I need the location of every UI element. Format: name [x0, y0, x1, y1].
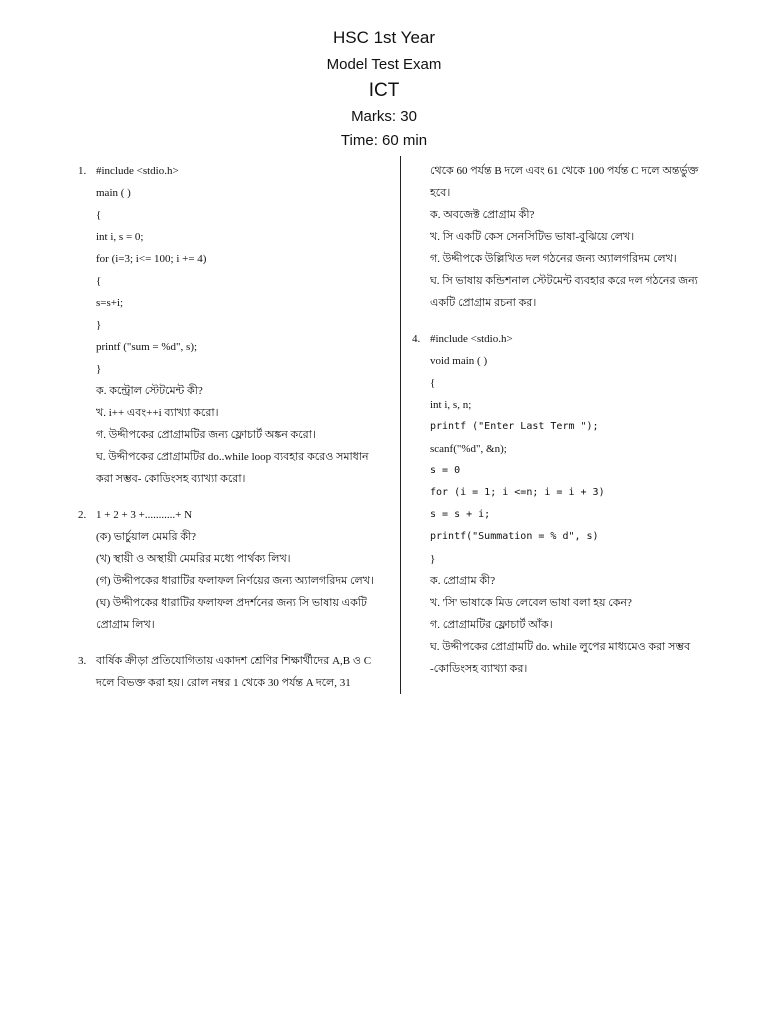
sub-question: ঘ. উদ্দীপকের প্রোগ্রামটি do. while লুপের মাধ্যমেও করা সম্ভব — [430, 641, 691, 653]
exam-time: Time: 60 min — [340, 132, 428, 149]
exam-marks: Marks: 30 — [351, 108, 417, 125]
sub-question: প্রোগ্রাম লিখ। — [96, 619, 155, 631]
sub-question: ঘ. উদ্দীপকের প্রোগ্রামটির do..while loop ব্যবহার করেও সমাধান — [96, 451, 369, 463]
question-text: থেকে 60 পর্যন্ত B দলে এবং 61 থেকে 100 পর্যন্ত C দলে অন্তর্ভুক্ত — [430, 165, 699, 177]
code-line: } — [430, 553, 436, 565]
question-number: 1. — [78, 165, 87, 177]
code-line: for (i=3; i<= 100; i += 4) — [96, 253, 207, 265]
code-line: s = s + i; — [430, 509, 491, 520]
question-4 — [412, 328, 732, 680]
code-line: int i, s, n; — [430, 399, 472, 411]
exam-title: HSC 1st Year — [332, 28, 436, 47]
question-number: 2. — [78, 509, 87, 521]
question-1 — [78, 160, 394, 490]
code-line: } — [96, 363, 102, 375]
exam-subject: ICT — [368, 80, 400, 101]
code-line: s = 0 — [430, 465, 461, 476]
column-divider — [400, 156, 401, 694]
code-line: scanf("%d", &n); — [430, 443, 507, 455]
exam-subtitle: Model Test Exam — [326, 56, 442, 73]
code-line: printf ("sum = %d", s); — [96, 341, 198, 353]
sub-question: (গ) উদ্দীপকের ধারাটির ফলাফল নির্ণয়ের জন্য অ্যালগরিদম লেখ। — [96, 575, 374, 587]
question-text: হবে। — [430, 187, 451, 199]
question-3 — [78, 650, 394, 694]
question-3-continued — [412, 160, 732, 314]
sub-question: গ. উদ্দীপকে উল্লিখিত দল গঠনের জন্য অ্যালগরিদম লেখ। — [430, 253, 677, 265]
sub-question: ক. কন্ট্রোল স্টেটমেন্ট কী? — [96, 385, 203, 397]
sub-question: ঘ. সি ভাষায় কন্ডিশনাল স্টেটমেন্ট ব্যবহার করে দল গঠনের জন্য — [430, 275, 698, 287]
sub-question: গ. প্রোগ্রামটির ফ্লোচার্ট আঁক। — [430, 619, 553, 631]
question-2 — [78, 504, 394, 636]
code-line: #include <stdio.h> — [430, 333, 513, 345]
sub-question: ক. প্রোগ্রাম কী? — [430, 575, 496, 587]
sub-question: (ক) ভার্চুয়াল মেমরি কী? — [96, 531, 197, 543]
code-line: for (i = 1; i <=n; i = i + 3) — [430, 487, 605, 498]
code-line: int i, s = 0; — [96, 231, 144, 243]
question-text: বার্ষিক ক্রীড়া প্রতিযোগিতায় একাদশ শ্রেণির শিক্ষার্থীদের A,B ও C — [96, 655, 372, 667]
right-column — [412, 160, 732, 680]
question-text: দলে বিভক্ত করা হয়। রোল নম্বর 1 থেকে 30 পর্যন্ত A দলে, 31 — [96, 677, 351, 689]
code-line: { — [96, 275, 102, 287]
sub-question: খ. 'সি' ভাষাকে মিড লেবেল ভাষা বলা হয় কেন? — [430, 597, 632, 609]
code-line: printf ("Enter Last Term "); — [430, 421, 599, 432]
sub-question: -কোডিংসহ ব্যাখ্যা কর। — [430, 663, 528, 675]
sub-question: (খ) স্থায়ী ও অস্থায়ী মেমরির মধ্যে পার্থক্য লিখ। — [96, 553, 291, 565]
code-line: #include <stdio.h> — [96, 165, 179, 177]
series-expression: 1 + 2 + 3 +...........+ N — [96, 509, 193, 521]
question-number: 4. — [412, 333, 421, 345]
code-line: printf("Summation = % d", s) — [430, 531, 599, 542]
sub-question: গ. উদ্দীপকের প্রোগ্রামটির জন্য ফ্লোচার্ট অঙ্কন করো। — [96, 429, 316, 441]
left-column — [78, 160, 394, 694]
sub-question: (ঘ) উদ্দীপকের ধারাটির ফলাফল প্রদর্শনের জন্য সি ভাষায় একটি — [96, 597, 367, 609]
code-line: } — [96, 319, 102, 331]
code-line: { — [430, 377, 436, 389]
sub-question: খ. i++ এবং++i ব্যাখ্যা করো। — [96, 407, 219, 419]
code-line: s=s+i; — [96, 297, 124, 309]
sub-question: একটি প্রোগ্রাম রচনা কর। — [430, 297, 537, 309]
code-line: main ( ) — [96, 187, 131, 199]
code-line: { — [96, 209, 102, 221]
code-line: void main ( ) — [430, 355, 488, 367]
sub-question: ক. অবজেক্ট প্রোগ্রাম কী? — [430, 209, 535, 221]
sub-question: খ. সি একটি কেস সেনসিটিভ ভাষা-বুঝিয়ে লেখ। — [430, 231, 635, 243]
question-number: 3. — [78, 655, 87, 667]
sub-question: করা সম্ভব- কোডিংসহ ব্যাখ্যা করো। — [96, 473, 246, 485]
